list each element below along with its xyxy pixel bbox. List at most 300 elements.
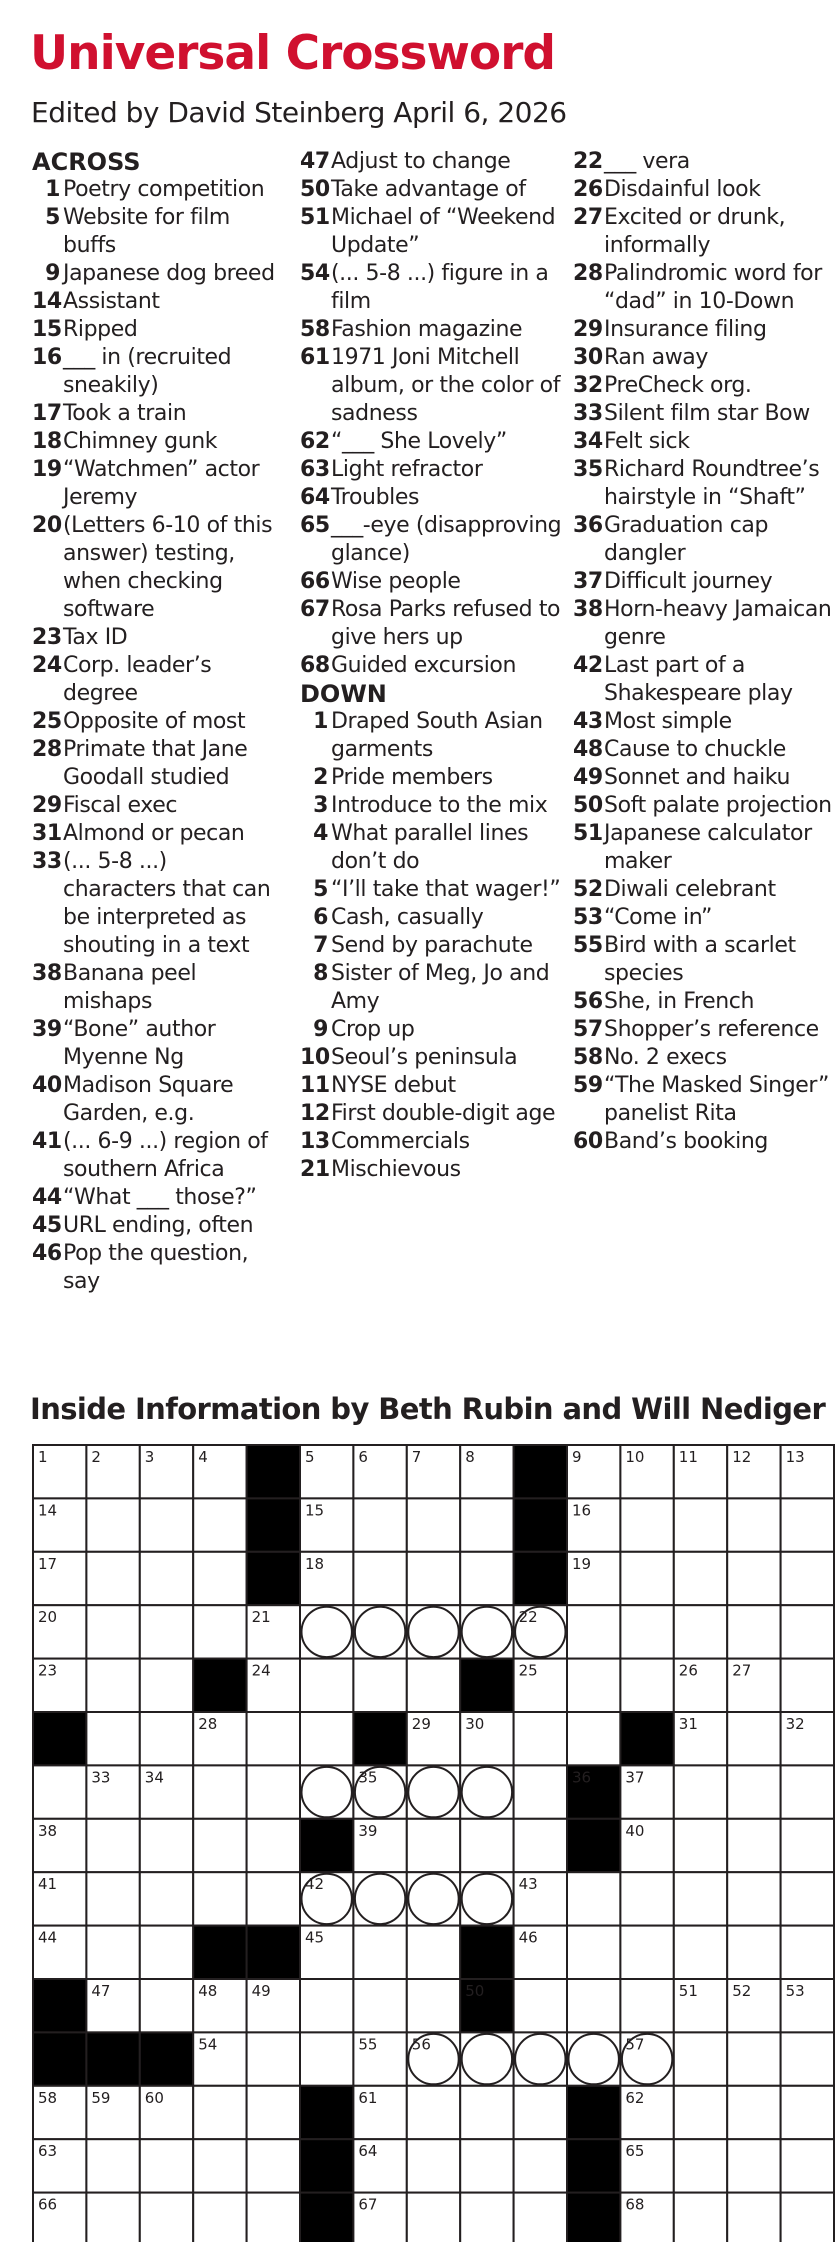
down-clue-52[interactable] — [573, 876, 835, 904]
grid-cell[interactable] — [460, 2032, 513, 2085]
grid-cell[interactable] — [781, 2032, 834, 2085]
black-square — [460, 1659, 513, 1712]
cell-number: 59 — [91, 2088, 111, 2107]
clue-number: 1 — [313, 709, 328, 734]
grid-cell[interactable] — [407, 1872, 460, 1925]
grid-cell[interactable] — [674, 1926, 727, 1979]
cell-number: 40 — [625, 1821, 645, 1840]
black-square — [247, 1445, 300, 1498]
grid-cell[interactable] — [193, 2193, 246, 2242]
grid-cell[interactable] — [781, 1926, 834, 1979]
grid-cell[interactable] — [140, 1979, 193, 2032]
grid-cell[interactable] — [674, 2139, 727, 2192]
grid-cell[interactable] — [407, 1605, 460, 1658]
grid-cell[interactable] — [353, 1979, 406, 2032]
grid-cell[interactable] — [620, 1926, 673, 1979]
grid-cell[interactable] — [674, 1819, 727, 1872]
cell-number: 35 — [358, 1768, 378, 1787]
down-clue-42[interactable] — [573, 652, 835, 708]
down-clue-9[interactable] — [300, 1016, 562, 1044]
black-square — [620, 1712, 673, 1765]
grid-cell[interactable] — [727, 2193, 780, 2242]
cell-number: 25 — [518, 1661, 538, 1680]
down-clue-8[interactable] — [300, 960, 562, 1016]
grid-cell[interactable] — [727, 2086, 780, 2139]
grid-cell[interactable] — [193, 1819, 246, 1872]
across-clue-18[interactable] — [32, 428, 282, 456]
grid-cell[interactable] — [300, 1712, 353, 1765]
grid-cell[interactable] — [781, 1552, 834, 1605]
grid-cell[interactable] — [193, 1552, 246, 1605]
grid-cell[interactable] — [193, 1605, 246, 1658]
clue-text: Chimney gunk — [63, 429, 218, 454]
grid-cell[interactable] — [781, 1765, 834, 1818]
grid-cell[interactable] — [781, 2193, 834, 2242]
grid-cell[interactable] — [727, 1712, 780, 1765]
grid-cell[interactable] — [727, 1552, 780, 1605]
grid-cell[interactable] — [460, 1765, 513, 1818]
grid-cell[interactable] — [674, 1872, 727, 1925]
grid-cell[interactable] — [140, 1659, 193, 1712]
grid-cell[interactable] — [407, 1552, 460, 1605]
down-clue-37[interactable] — [573, 568, 835, 596]
across-clue-61[interactable] — [300, 344, 562, 428]
grid-cell[interactable] — [460, 1498, 513, 1551]
grid-cell[interactable] — [460, 1605, 513, 1658]
clue-number: 21 — [300, 1157, 330, 1182]
grid-cell[interactable] — [353, 1659, 406, 1712]
grid-cell[interactable] — [300, 1979, 353, 2032]
grid-cell[interactable] — [567, 1605, 620, 1658]
clue-text: Wise people — [331, 569, 461, 594]
grid-cell[interactable] — [86, 1498, 139, 1551]
across-clue-58[interactable] — [300, 316, 562, 344]
grid-cell[interactable] — [407, 1498, 460, 1551]
across-clue-51[interactable] — [300, 204, 562, 260]
down-clue-33[interactable] — [573, 400, 835, 428]
across-clue-23[interactable] — [32, 624, 282, 652]
down-clue-22[interactable] — [573, 148, 835, 176]
cell-number: 30 — [465, 1715, 485, 1733]
cell-number: 55 — [358, 2035, 378, 2054]
grid-cell[interactable] — [727, 1605, 780, 1658]
cell-number: 29 — [411, 1715, 431, 1733]
grid-cell[interactable] — [86, 1659, 139, 1712]
grid-cell[interactable] — [407, 1979, 460, 2032]
grid-cell[interactable] — [193, 1498, 246, 1551]
grid-cell[interactable] — [514, 2086, 567, 2139]
grid-cell[interactable] — [33, 1765, 86, 1818]
black-square — [140, 2032, 193, 2085]
clue-text: “I’ll take that wager!” — [331, 877, 561, 902]
grid-cell[interactable] — [86, 2139, 139, 2192]
across-clue-17[interactable] — [32, 400, 282, 428]
cell-number: 9 — [572, 1448, 582, 1466]
clue-text: Ripped — [63, 317, 138, 342]
clue-number: 39 — [32, 1017, 62, 1042]
across-clue-28[interactable] — [32, 736, 282, 792]
down-clue-1[interactable] — [300, 708, 562, 764]
grid-cell[interactable] — [460, 2193, 513, 2242]
editor-date-line: Edited by David Steinberg April 6, 2026 — [31, 96, 567, 129]
grid-cell[interactable] — [247, 2086, 300, 2139]
clue-text: “What ___ those?” — [63, 1185, 257, 1210]
across-clue-39[interactable] — [32, 1016, 282, 1072]
cell-number: 22 — [518, 1608, 538, 1627]
down-clue-55[interactable] — [573, 932, 835, 988]
across-clue-33[interactable] — [32, 848, 282, 960]
grid-cell[interactable] — [247, 1765, 300, 1818]
grid-cell[interactable] — [247, 2193, 300, 2242]
clue-text: Japanese calculator maker — [604, 821, 812, 874]
grid-cell[interactable] — [140, 1552, 193, 1605]
cell-number: 58 — [38, 2088, 58, 2107]
grid-cell[interactable] — [353, 1605, 406, 1658]
black-square — [567, 2193, 620, 2242]
clue-number: 29 — [32, 793, 62, 818]
down-clue-29[interactable] — [573, 316, 835, 344]
down-clue-51[interactable] — [573, 820, 835, 876]
down-clue-36[interactable] — [573, 512, 835, 568]
grid-cell[interactable] — [781, 1498, 834, 1551]
across-clue-44[interactable] — [32, 1184, 282, 1212]
grid-cell[interactable] — [567, 1979, 620, 2032]
grid-cell[interactable] — [781, 1819, 834, 1872]
down-clue-35[interactable] — [573, 456, 835, 512]
grid-cell[interactable] — [727, 2139, 780, 2192]
grid-cell[interactable] — [300, 1765, 353, 1818]
grid-cell[interactable] — [407, 1765, 460, 1818]
grid-cell[interactable] — [514, 2193, 567, 2242]
grid-cell[interactable] — [247, 2139, 300, 2192]
clue-text: Primate that Jane Goodall studied — [63, 737, 248, 790]
clue-number: 38 — [32, 961, 62, 986]
grid-cell[interactable] — [140, 1605, 193, 1658]
across-clue-25[interactable] — [32, 708, 282, 736]
grid-cell[interactable] — [86, 1605, 139, 1658]
grid-cell[interactable] — [247, 2032, 300, 2085]
grid-cell[interactable] — [86, 1872, 139, 1925]
grid-cell[interactable] — [193, 2139, 246, 2192]
clue-text: Commercials — [331, 1129, 470, 1154]
cell-number: 16 — [572, 1501, 592, 1520]
down-clue-2[interactable] — [300, 764, 562, 792]
clue-text: Assistant — [63, 289, 160, 314]
grid-cell[interactable] — [140, 1872, 193, 1925]
down-clue-57[interactable] — [573, 1016, 835, 1044]
down-clue-12[interactable] — [300, 1100, 562, 1128]
clue-text: Troubles — [331, 485, 420, 510]
down-clue-53[interactable] — [573, 904, 835, 932]
grid-cell[interactable] — [193, 1872, 246, 1925]
across-clue-63[interactable] — [300, 456, 562, 484]
clue-text: Most simple — [604, 709, 732, 734]
down-clue-59[interactable] — [573, 1072, 835, 1128]
grid-cell[interactable] — [781, 2086, 834, 2139]
grid-cell[interactable] — [674, 2193, 727, 2242]
down-clue-7[interactable] — [300, 932, 562, 960]
clue-text: Excited or drunk, informally — [604, 205, 786, 258]
cell-number: 47 — [91, 1982, 111, 2000]
across-clue-31[interactable] — [32, 820, 282, 848]
cell-number: 67 — [358, 2195, 378, 2214]
down-clue-21[interactable] — [300, 1156, 562, 1184]
clue-text: Draped South Asian garments — [331, 709, 543, 762]
clue-text: Disdainful look — [604, 177, 761, 202]
grid-cell[interactable] — [781, 2139, 834, 2192]
grid-cell[interactable] — [674, 2086, 727, 2139]
cell-number: 63 — [38, 2142, 58, 2161]
cell-number: 4 — [198, 1448, 208, 1466]
grid-cell[interactable] — [140, 1498, 193, 1551]
clue-number: 19 — [32, 457, 62, 482]
black-square — [514, 1498, 567, 1551]
cell-number: 6 — [358, 1448, 368, 1466]
grid-cell[interactable] — [514, 2032, 567, 2085]
down-clue-6[interactable] — [300, 904, 562, 932]
grid-cell[interactable] — [514, 1819, 567, 1872]
across-clue-5[interactable] — [32, 204, 282, 260]
down-clue-34[interactable] — [573, 428, 835, 456]
clue-number: 46 — [32, 1241, 62, 1266]
clue-number: 53 — [573, 905, 603, 930]
grid-cell[interactable] — [727, 1872, 780, 1925]
grid-cell[interactable] — [514, 1979, 567, 2032]
across-clue-41[interactable] — [32, 1128, 282, 1184]
clue-text: Corp. leader’s degree — [63, 653, 212, 706]
grid-cell[interactable] — [407, 1926, 460, 1979]
cell-number: 53 — [785, 1982, 805, 2000]
grid-cell[interactable] — [300, 1605, 353, 1658]
clue-text: Light refractor — [331, 457, 483, 482]
clue-number: 33 — [573, 401, 603, 426]
across-clue-29[interactable] — [32, 792, 282, 820]
clue-number: 43 — [573, 709, 603, 734]
across-clue-19[interactable] — [32, 456, 282, 512]
down-clue-27[interactable] — [573, 204, 835, 260]
grid-cell[interactable] — [620, 1659, 673, 1712]
across-clue-62[interactable] — [300, 428, 562, 456]
down-clue-49[interactable] — [573, 764, 835, 792]
grid-cell[interactable] — [86, 1926, 139, 1979]
across-clue-54[interactable] — [300, 260, 562, 316]
grid-cell[interactable] — [86, 1552, 139, 1605]
grid-cell[interactable] — [140, 1819, 193, 1872]
grid-cell[interactable] — [781, 1659, 834, 1712]
across-clue-15[interactable] — [32, 316, 282, 344]
down-clue-5[interactable] — [300, 876, 562, 904]
clue-text: No. 2 execs — [604, 1045, 727, 1070]
clue-text: Insurance filing — [604, 317, 767, 342]
grid-cell[interactable] — [620, 1872, 673, 1925]
grid-cell[interactable] — [727, 1498, 780, 1551]
down-clue-13[interactable] — [300, 1128, 562, 1156]
grid-cell[interactable] — [353, 1872, 406, 1925]
grid-cell[interactable] — [567, 1926, 620, 1979]
clue-number: 55 — [573, 933, 603, 958]
cell-number: 60 — [144, 2088, 164, 2107]
grid-cell[interactable] — [620, 1498, 673, 1551]
grid-cell[interactable] — [567, 1659, 620, 1712]
black-square — [33, 1979, 86, 2032]
across-clue-50[interactable] — [300, 176, 562, 204]
clue-text: “Bone” author Myenne Ng — [63, 1017, 216, 1070]
grid-cell[interactable] — [193, 1765, 246, 1818]
grid-cell[interactable] — [781, 1872, 834, 1925]
across-clue-16[interactable] — [32, 344, 282, 400]
clue-number: 16 — [32, 345, 62, 370]
clue-text: She, in French — [604, 989, 755, 1014]
down-clue-56[interactable] — [573, 988, 835, 1016]
down-clue-32[interactable] — [573, 372, 835, 400]
grid-cell[interactable] — [353, 1926, 406, 1979]
grid-cell[interactable] — [247, 1712, 300, 1765]
clue-text: Banana peel mishaps — [63, 961, 197, 1014]
across-clue-24[interactable] — [32, 652, 282, 708]
down-clue-28[interactable] — [573, 260, 835, 316]
down-clue-11[interactable] — [300, 1072, 562, 1100]
clue-number: 27 — [573, 205, 603, 230]
down-clue-48[interactable] — [573, 736, 835, 764]
grid-cell[interactable] — [140, 1712, 193, 1765]
down-clue-60[interactable] — [573, 1128, 835, 1156]
clue-text: ___ vera — [604, 149, 690, 174]
cell-number: 17 — [38, 1554, 58, 1573]
clue-number: 51 — [573, 821, 603, 846]
grid-cell[interactable] — [460, 1552, 513, 1605]
grid-cell[interactable] — [674, 1498, 727, 1551]
across-clue-65[interactable] — [300, 512, 562, 568]
grid-cell[interactable] — [514, 1765, 567, 1818]
black-square — [193, 1659, 246, 1712]
across-clue-66[interactable] — [300, 568, 562, 596]
grid-cell[interactable] — [300, 1659, 353, 1712]
grid-cell[interactable] — [86, 1712, 139, 1765]
clue-text: (Letters 6-10 of this answer) testing, when checking software — [63, 513, 273, 622]
clue-text: Almond or pecan — [63, 821, 245, 846]
publication-title: Universal Crossword — [30, 26, 556, 81]
clue-text: Guided excursion — [331, 653, 517, 678]
clue-number: 3 — [313, 793, 328, 818]
grid-cell[interactable] — [140, 2193, 193, 2242]
clue-text: Silent film star Bow — [604, 401, 810, 426]
grid-cell[interactable] — [567, 1712, 620, 1765]
black-square — [247, 1498, 300, 1551]
grid-cell[interactable] — [620, 1552, 673, 1605]
grid-cell[interactable] — [620, 1979, 673, 2032]
clue-text: NYSE debut — [331, 1073, 456, 1098]
clue-number: 11 — [300, 1073, 330, 1098]
across-clue-1[interactable] — [32, 176, 282, 204]
grid-cell[interactable] — [727, 1926, 780, 1979]
clue-text: Fiscal exec — [63, 793, 178, 818]
grid-cell[interactable] — [407, 2139, 460, 2192]
clue-text: Pop the question, say — [63, 1241, 249, 1294]
grid-cell[interactable] — [407, 1819, 460, 1872]
down-clue-43[interactable] — [573, 708, 835, 736]
grid-cell[interactable] — [407, 2193, 460, 2242]
down-clue-3[interactable] — [300, 792, 562, 820]
across-clue-38[interactable] — [32, 960, 282, 1016]
crossword-grid[interactable] — [32, 1444, 838, 2242]
clue-number: 57 — [573, 1017, 603, 1042]
grid-cell[interactable] — [727, 1819, 780, 1872]
across-clue-67[interactable] — [300, 596, 562, 652]
clue-text: Pride members — [331, 765, 493, 790]
grid-cell[interactable] — [781, 1605, 834, 1658]
across-clue-20[interactable] — [32, 512, 282, 624]
grid-cell[interactable] — [300, 2032, 353, 2085]
grid-cell[interactable] — [620, 1605, 673, 1658]
grid-cell[interactable] — [86, 1819, 139, 1872]
across-clue-47[interactable] — [300, 148, 562, 176]
grid-cell[interactable] — [674, 2032, 727, 2085]
clue-number: 64 — [300, 485, 330, 510]
clue-number: 30 — [573, 345, 603, 370]
grid-cell[interactable] — [460, 1819, 513, 1872]
grid-cell[interactable] — [727, 1765, 780, 1818]
clue-number: 14 — [32, 289, 62, 314]
grid-cell[interactable] — [460, 1872, 513, 1925]
grid-cell[interactable] — [674, 1765, 727, 1818]
clue-number: 9 — [313, 1017, 328, 1042]
grid-cell[interactable] — [727, 2032, 780, 2085]
grid-cell[interactable] — [247, 1872, 300, 1925]
down-clue-10[interactable] — [300, 1044, 562, 1072]
across-clue-46[interactable] — [32, 1240, 282, 1296]
grid-cell[interactable] — [460, 2139, 513, 2192]
across-clue-40[interactable] — [32, 1072, 282, 1128]
grid-cell[interactable] — [86, 2193, 139, 2242]
cell-number: 10 — [625, 1448, 645, 1466]
clue-text: Rosa Parks refused to give hers up — [331, 597, 561, 650]
grid-cell[interactable] — [407, 1659, 460, 1712]
down-clue-50[interactable] — [573, 792, 835, 820]
grid-cell[interactable] — [514, 2139, 567, 2192]
grid-cell[interactable] — [674, 1605, 727, 1658]
down-clue-4[interactable] — [300, 820, 562, 876]
grid-cell[interactable] — [674, 1552, 727, 1605]
grid-cell[interactable] — [407, 2086, 460, 2139]
grid-cell[interactable] — [567, 2032, 620, 2085]
grid-cell[interactable] — [140, 1926, 193, 1979]
across-clue-14[interactable] — [32, 288, 282, 316]
clue-text: 1971 Joni Mitchell album, or the color of sadness — [331, 345, 561, 426]
across-clue-68[interactable] — [300, 652, 562, 680]
down-clue-38[interactable] — [573, 596, 835, 652]
down-clue-30[interactable] — [573, 344, 835, 372]
grid-cell[interactable] — [140, 2139, 193, 2192]
cell-number: 11 — [678, 1448, 698, 1466]
across-clue-9[interactable] — [32, 260, 282, 288]
cell-number: 33 — [91, 1768, 111, 1787]
down-clue-58[interactable] — [573, 1044, 835, 1072]
clue-text: Bird with a scarlet species — [604, 933, 796, 986]
down-clue-26[interactable] — [573, 176, 835, 204]
across-clue-45[interactable] — [32, 1212, 282, 1240]
across-clue-64[interactable] — [300, 484, 562, 512]
clue-number: 66 — [300, 569, 330, 594]
grid-cell[interactable] — [247, 1819, 300, 1872]
grid-cell[interactable] — [353, 1552, 406, 1605]
grid-cell[interactable] — [353, 1498, 406, 1551]
grid-cell[interactable] — [460, 2086, 513, 2139]
clue-number: 10 — [300, 1045, 330, 1070]
black-square — [300, 1819, 353, 1872]
grid-cell[interactable] — [193, 2086, 246, 2139]
grid-cell[interactable] — [567, 1872, 620, 1925]
grid-cell[interactable] — [514, 1712, 567, 1765]
